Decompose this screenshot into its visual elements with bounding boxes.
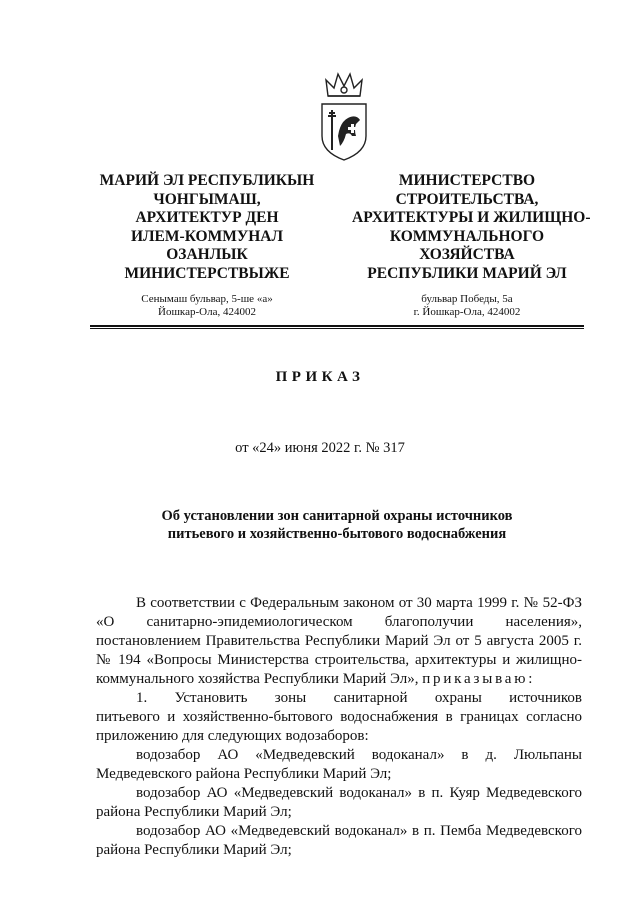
order-subject: Об установлении зон санитарной охраны источников питьевого и хозяйственно-бытового водоснабжения — [161, 508, 513, 542]
body-line: № 194 «Вопросы Министерства строительства, архитектуры и жилищно- — [96, 652, 582, 668]
coat-of-arms-icon — [316, 66, 372, 162]
header-divider-thin — [90, 328, 584, 329]
water-intake-item: водозабор АО «Медведевский водоканал» в п. Пемба Медведевского — [136, 823, 582, 839]
water-intake-item: водозабор АО «Медведевский водоканал» в п. Куяр Медведевского — [136, 785, 582, 801]
water-intake-item: водозабор АО «Медведевский водоканал» в д. Люльпаны — [136, 747, 582, 763]
order-verb: приказываю: — [422, 671, 536, 687]
document-title: ПРИКАЗ — [275, 369, 365, 385]
body-line: Медведевского района Республики Марий Эл; — [96, 766, 392, 782]
body-line: коммунального хозяйства Республики Марий Эл», приказываю: — [96, 671, 536, 687]
document-body — [96, 594, 582, 860]
body-line: питьевого и хозяйственно-бытового водоснабжения в границах согласно — [96, 709, 582, 725]
address-russian: бульвар Победы, 5а г. Йошкар-Ола, 424002 — [413, 293, 521, 318]
body-line: района Республики Марий Эл; — [96, 804, 292, 820]
body-line: «О санитарно-эпидемиологическом благополучии населения», — [96, 614, 582, 630]
ministry-name-russian: МИНИСТЕРСТВО СТРОИТЕЛЬСТВА, АРХИТЕКТУРЫ И ЖИЛИЩНО- КОММУНАЛЬНОГО ХОЗЯЙСТВА РЕСПУБЛИКИ МАРИЙ ЭЛ — [352, 172, 591, 282]
body-line: В соответствии с Федеральным законом от 30 марта 1999 г. № 52-ФЗ — [136, 595, 582, 611]
body-line: приложению для следующих водозаборов: — [96, 728, 369, 744]
body-line: постановлением Правительства Республики Марий Эл от 5 августа 2005 г. — [96, 633, 582, 649]
address-mari: Сенымаш бульвар, 5-ше «а» Йошкар-Ола, 424002 — [141, 293, 273, 318]
order-date-number: от «24» июня 2022 г. № 317 — [235, 440, 405, 456]
body-line: 1. Установить зоны санитарной охраны источников — [136, 690, 582, 706]
ministry-name-mari: МАРИЙ ЭЛ РЕСПУБЛИКЫН ЧОНГЫМАШ, АРХИТЕКТУР ДЕН ИЛЕМ-КОММУНАЛ ОЗАНЛЫК МИНИСТЕРСТВЫЖЕ — [99, 172, 315, 282]
header-divider-thick — [90, 325, 584, 327]
body-line: района Республики Марий Эл; — [96, 842, 292, 858]
